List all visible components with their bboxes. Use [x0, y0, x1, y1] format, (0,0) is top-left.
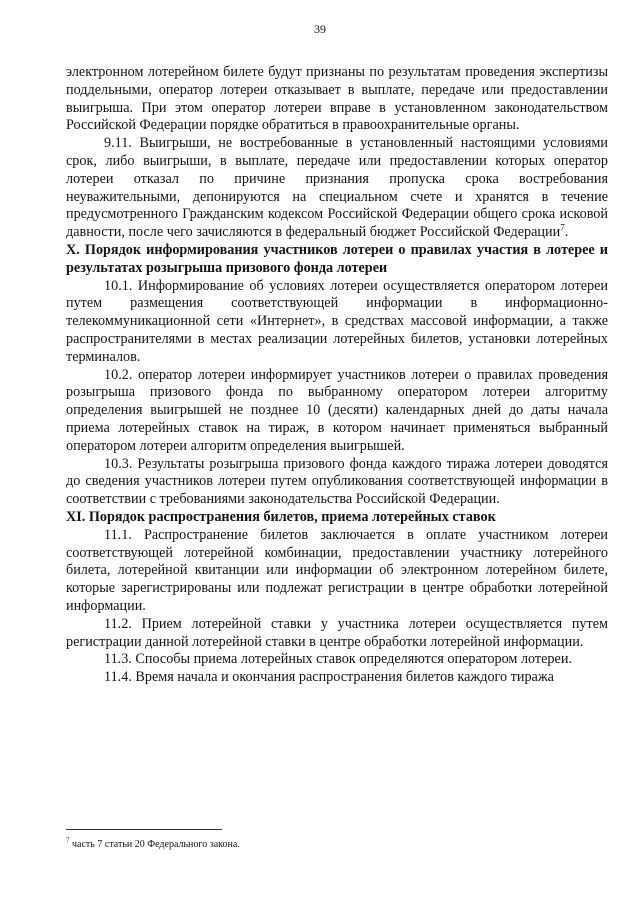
section-heading-xi: XI. Порядок распространения билетов, приема лотерейных ставок — [66, 508, 496, 525]
paragraph-9-10-continuation: электронном лотерейном билете будут признаны по результатам проведения экспертизы поддельными, оператор лотереи отказывает в выплате, передаче или предоставлении выигрыша. При этом оператор лотереи вправе в установленном законодательством Российской Федерации порядке обратиться в правоохранительные органы. — [66, 64, 608, 134]
paragraph-11-4: 11.4. Время начала и окончания распространения билетов каждого тиража — [104, 669, 554, 686]
paragraph-11-2: 11.2. Прием лотерейной ставки у участника лотереи осуществляется путем регистрации данной лотерейной ставки в центре обработки лотерейной информации. — [66, 615, 608, 650]
paragraph-9-11: 9.11. Выигрыши, не востребованные в установленный настоящими условиями срок, либо выигрыши, в выплате, передаче или предоставлении которых оператор лотереи отказал по причине признания пропуска срока востребования неуважительными, депонируются на специальном счете и хранятся в течение предусмотренного Гражданским кодексом Российской Федерации общего срока исковой давности, после чего зачисляются в федеральный бюджет Российской Федерации$^7$. — [66, 135, 608, 241]
section-heading-x: X. Порядок информирования участников лотереи о правилах участия в лотерее и результатах розыгрыша призового фонда лотереи — [66, 241, 608, 276]
paragraph-11-3: 11.3. Способы приема лотерейных ставок определяются оператором лотереи. — [104, 651, 572, 668]
footnote-separator — [66, 829, 222, 830]
footnote-mark: 7 — [66, 836, 70, 845]
paragraph-10-1: 10.1. Информирование об условиях лотереи осуществляется оператором лотереи путем размещения соответствующей информации в информационно-телекоммуникационной сети «Интернет», в средствах массовой информации, а также распространителями в местах реализации лотерейных билетов, установки лотерейных терминалов. — [66, 277, 608, 365]
footnote — [66, 836, 240, 851]
paragraph-11-1: 11.1. Распространение билетов заключается в оплате участником лотереи соответствующей лотерейной комбинации, предоставлении участнику лотерейного билета, лотерейной квитанции или информации об электронном лотерейном билете, которые зарегистрированы или подлежат регистрации в центре обработки лотерейной информации. — [66, 526, 608, 614]
paragraph-10-3: 10.3. Результаты розыгрыша призового фонда каждого тиража лотереи доводятся до сведения участников лотереи путем опубликования соответствующей информации в соответствии с требованиями законодательства Российской Федерации. — [66, 455, 608, 508]
footnote-text: часть 7 статьи 20 Федерального закона. — [72, 839, 240, 850]
document-body — [66, 64, 608, 687]
paragraph-10-2: 10.2. оператор лотереи информирует участников лотереи о правилах проведения розыгрыша призового фонда по выбранному оператором лотереи алгоритму определения выигрышей не позднее 10 (десяти) календарных дней до даты начала приема лотерейных ставок на тираж, в котором начинает применяться выбранный оператором лотереи алгоритм определения выигрышей. — [66, 366, 608, 454]
footnote-ref[interactable]: 7 — [560, 222, 565, 233]
page-number: 39 — [314, 22, 326, 36]
